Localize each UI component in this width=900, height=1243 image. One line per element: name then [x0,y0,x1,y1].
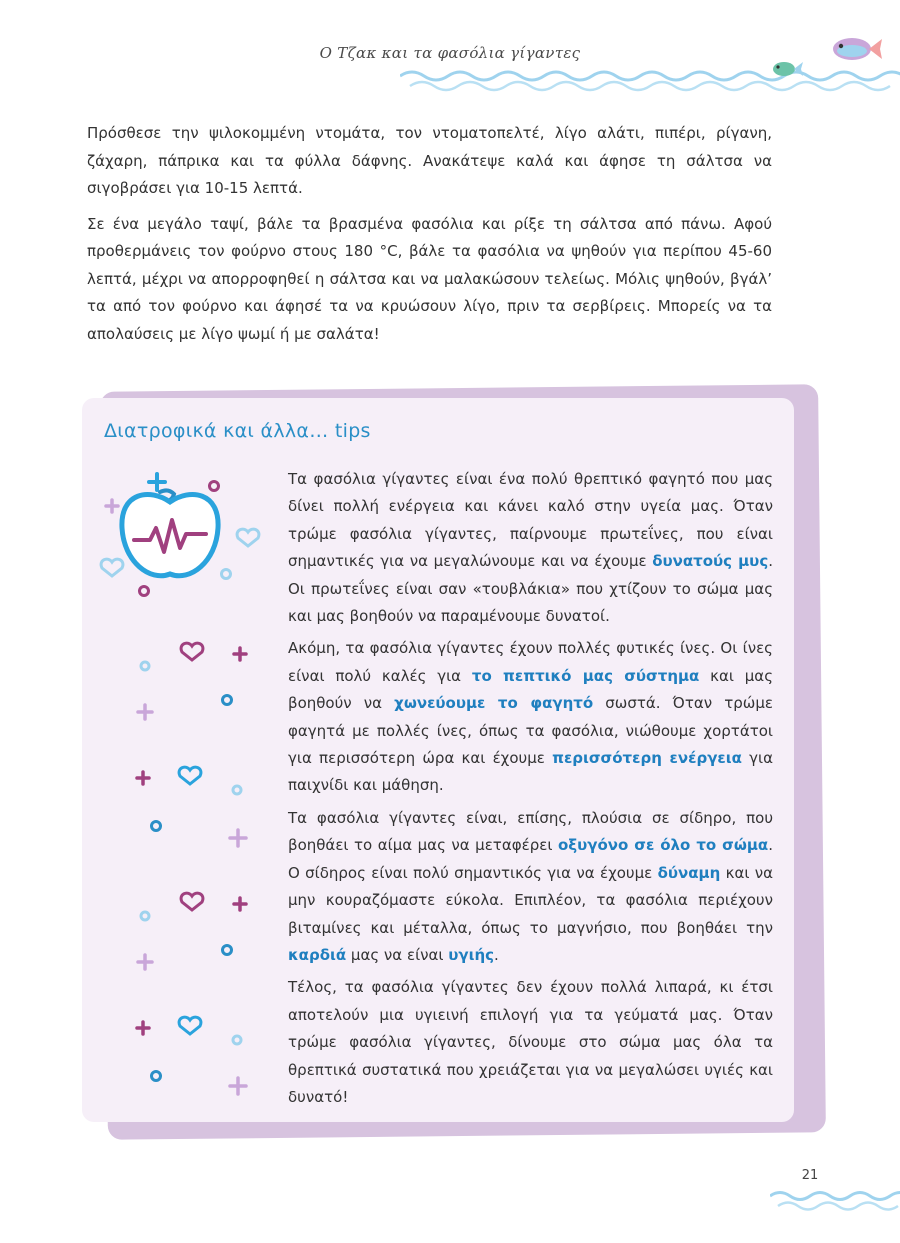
header-wave-decoration [400,68,900,94]
tips-paragraph: Τέλος, τα φασόλια γίγαντες δεν έχουν πολλά λιπαρά, κι έτσι αποτελούν μια υγιεινή επιλογή για τα γεύματά μας. Όταν τρώμε φασόλια γίγαντες, δίνουμε στο σώμα μας όλα τα θρεπτικά συστατικά που χρειάζεται για να μεγαλώσει υγιές και δυνατό! [288,978,773,1106]
tips-text [288,466,773,1116]
text-run: σωστά. Όταν τρώμε φαγητά με πολλές ίνες, όπως τα φασόλια, νιώθουμε χορτάτοι για περισσότερη ώρα και έχουμε [288,694,773,768]
text-run: . [494,945,499,964]
text-run: για παιχνίδι και μάθηση. [288,749,773,795]
text-run: Ακόμη, τα φασόλια γίγαντες έχουν πολλές φυτικές ίνες. Οι ίνες είναι πολύ καλές για [288,639,773,685]
circle-icon [152,822,161,831]
circle-icon [223,696,232,705]
plus-icon [106,500,118,512]
tips-paragraph [288,635,773,799]
heart-icon [181,643,203,660]
plus-icon [137,772,149,784]
tips-decoration [90,470,280,1110]
page-number: 21 [801,1168,819,1183]
plus-icon [138,705,152,719]
highlight-text: οξυγόνο σε όλο το σώμα [557,836,769,855]
heart-icon [181,893,203,910]
highlight-text: καρδιά [288,945,347,964]
circle-icon [222,570,231,579]
fish-icon [828,34,884,64]
tips-paragraph [288,466,773,630]
plus-icon [234,648,246,660]
heart-icon [179,1017,201,1034]
circle-icon [223,946,232,955]
circle-icon [141,662,149,670]
plus-icon [149,474,165,490]
intro-paragraph: Σε ένα μεγάλο ταψί, βάλε τα βρασμένα φασόλια και ρίξε τη σάλτσα από πάνω. Αφού προθερμάνεις τον φούρνο στους 180 °C, βάλε τα φασόλια να ψηθούν για περίπου 45-60 λεπτά, μέχρι να απορροφηθεί η σάλτσα και να μαλακώσουν τελείως. Μόλις ψηθούν, βγάλ’ τα από τον φούρνο και άφησέ τα να κρυώσουν λίγο, πριν τα σερβίρεις. Μπορείς να τα απολαύσεις με λίγο ψωμί ή με σαλάτα! [87,214,772,343]
text-run: . Οι πρωτεΐνες είναι σαν «τουβλάκια» που χτίζουν το σώμα μας και μας βοηθούν να παραμένουμε δυνατοί. [288,552,773,626]
circle-icon [233,786,241,794]
fish-icon [770,58,804,80]
highlight-text: δυνατούς μυς [652,552,769,571]
circle-icon [233,1036,241,1044]
text-run: και μας βοηθούν να [288,666,773,713]
tips-title: Διατροφικά και άλλα… tips [104,420,371,442]
heart-icon [237,529,259,546]
text-run: μας να είναι [346,945,449,964]
running-header-title: Ο Τζακ και τα φασόλια γίγαντες [319,44,581,62]
intro-paragraph: Πρόσθεσε την ψιλοκομμένη ντομάτα, τον ντοματοπελτέ, λίγο αλάτι, πιπέρι, ρίγανη, ζάχαρη, πάπρικα και τα φύλλα δάφνης. Ανακάτεψε καλά και άφησε τη σάλτσα να σιγοβράσει για 10-15 λεπτά. [87,124,772,197]
highlight-text: το πεπτικό μας σύστημα [471,666,700,685]
text-run: και να μην κουραζόμαστε εύκολα. Επιπλέον, τα φασόλια περιέχουν βιταμίνες και μέταλλα, όπως το μαγνήσιο, που βοηθάει την [288,863,773,937]
circle-icon [152,1072,161,1081]
plus-icon [230,830,246,846]
circle-icon [141,912,149,920]
circle-icon [210,482,219,491]
heart-icon [179,767,201,784]
intro-text [87,120,772,356]
plus-icon [230,1078,246,1094]
plus-icon [138,955,152,969]
circle-icon [140,587,149,596]
text-run: Τα φασόλια γίγαντες είναι, επίσης, πλούσια σε σίδηρο, που βοηθάει το αίμα μας να μεταφέρει [288,808,773,855]
apple-heartbeat-icon [122,490,218,575]
tips-paragraph [288,805,773,969]
plus-icon [234,898,246,910]
text-run: . Ο σίδηρος είναι πολύ σημαντικός για να έχουμε [288,836,774,882]
highlight-text: περισσότερη ενέργεια [552,749,742,768]
heart-icon [101,559,123,576]
footer-wave-decoration [770,1188,900,1214]
highlight-text: υγιής [448,945,495,964]
text-run: Τα φασόλια γίγαντες είναι ένα πολύ θρεπτικό φαγητό που μας δίνει πολλή ενέργεια και κάνει καλό στην υγεία μας. Όταν τρώμε φασόλια γίγαντες, παίρνουμε πρωτεΐνες, που είναι σημαντικές για να μεγαλώνουμε και να έχουμε [288,470,773,571]
plus-icon [137,1022,149,1034]
highlight-text: δύναμη [657,863,721,882]
highlight-text: χωνεύουμε το φαγητό [394,694,594,713]
